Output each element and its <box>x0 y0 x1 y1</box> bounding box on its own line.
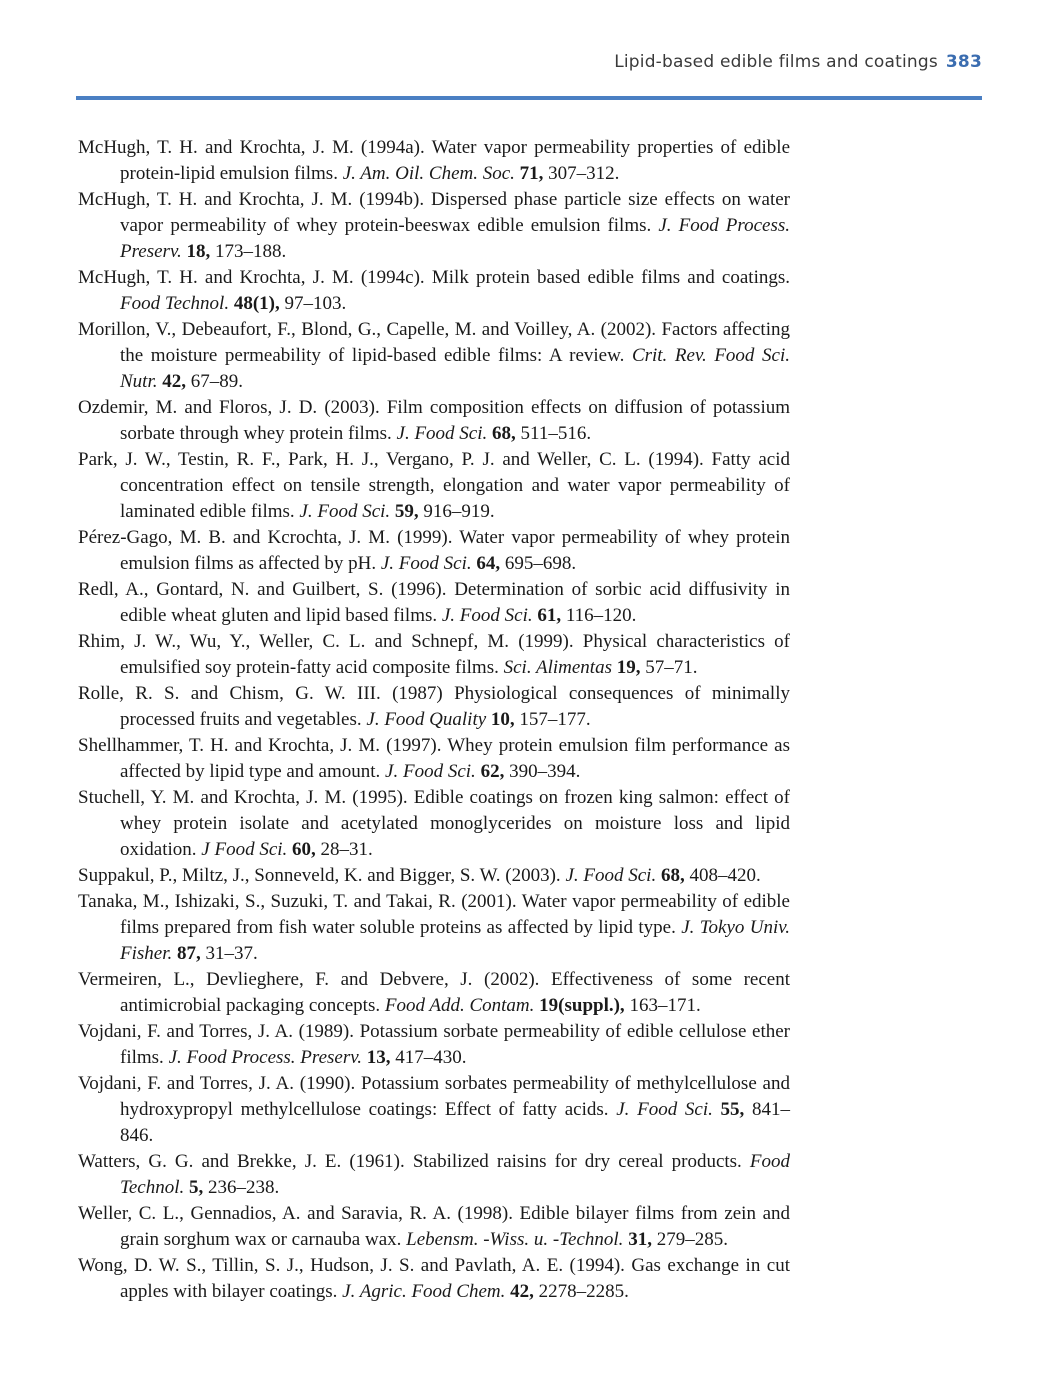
volume-number: 13, <box>362 1047 391 1068</box>
reference-text: Weller, C. L., Gennadios, A. and Saravia, R. A. (1998). Edible bilayer films from zein and grain sorghum wax or carnauba wax. <box>78 1203 790 1250</box>
volume-number: 55, <box>712 1099 745 1120</box>
reference-text: McHugh, T. H. and Krochta, J. M. (1994c). Milk protein based edible films and coatings. <box>78 267 790 288</box>
reference-entry <box>78 265 790 317</box>
journal-name: Crit. Rev. Food Sci. Nutr. <box>120 345 790 392</box>
reference-entry <box>78 187 790 265</box>
page-range: 67–89. <box>186 371 243 392</box>
journal-name: Food Technol. <box>120 293 230 314</box>
reference-entry <box>78 577 790 629</box>
journal-name: J. Food Sci. <box>565 865 657 886</box>
page-range: 511–516. <box>515 423 592 444</box>
reference-entry <box>78 889 790 967</box>
reference-text: Park, J. W., Testin, R. F., Park, H. J., Vergano, P. J. and Weller, C. L. (1994). Fatty acid concentration effect on tensile strength, elongation and water vapor permeability of laminated edible films. <box>78 449 790 522</box>
reference-text: Pérez-Gago, M. B. and Kcrochta, J. M. (1999). Water vapor permeability of whey protein emulsion films as affected by pH. <box>78 527 790 574</box>
page-range: 236–238. <box>203 1177 280 1198</box>
page-number: 383 <box>945 52 982 72</box>
journal-name: Food Technol. <box>120 1151 790 1198</box>
reference-text: Wong, D. W. S., Tillin, S. J., Hudson, J. S. and Pavlath, A. E. (1994). Gas exchange in cut apples with bilayer coatings. <box>78 1255 790 1302</box>
volume-number: 87, <box>172 943 201 964</box>
volume-number: 19(suppl.), <box>534 995 625 1016</box>
volume-number: 64, <box>471 553 501 574</box>
volume-number: 31, <box>623 1229 652 1250</box>
page-range: 173–188. <box>210 241 287 262</box>
reference-text: Morillon, V., Debeaufort, F., Blond, G., Capelle, M. and Voilley, A. (2002). Factors affecting the moisture permeability of lipid-based edible films: A review. <box>78 319 790 366</box>
page-range: 2278–2285. <box>533 1281 629 1302</box>
reference-entry <box>78 447 790 525</box>
volume-number: 19, <box>611 657 641 678</box>
journal-name: J. Tokyo Univ. Fisher. <box>120 917 790 964</box>
page-range: 417–430. <box>390 1047 467 1068</box>
volume-number: 71, <box>514 163 544 184</box>
reference-entry <box>78 681 790 733</box>
page-range: 97–103. <box>279 293 347 314</box>
journal-name: J Food Sci. <box>201 839 288 860</box>
volume-number: 68, <box>656 865 685 886</box>
reference-text: Vojdani, F. and Torres, J. A. (1989). Potassium sorbate permeability of edible cellulose ether films. <box>78 1021 790 1068</box>
reference-text: Suppakul, P., Miltz, J., Sonneveld, K. and Bigger, S. W. (2003). <box>78 865 566 886</box>
reference-entry <box>78 1149 790 1201</box>
page-range: 57–71. <box>640 657 698 678</box>
journal-name: J. Agric. Food Chem. <box>342 1281 506 1302</box>
page-range: 390–394. <box>504 761 581 782</box>
reference-text: Vermeiren, L., Devlieghere, F. and Debvere, J. (2002). Effectiveness of some recent antimicrobial packaging concepts. <box>78 969 790 1016</box>
journal-name: J. Food Sci. <box>616 1099 713 1120</box>
page-range: 916–919. <box>418 501 495 522</box>
reference-entry <box>78 1201 790 1253</box>
page-range: 279–285. <box>651 1229 728 1250</box>
running-header <box>78 52 982 88</box>
reference-text: Redl, A., Gontard, N. and Guilbert, S. (1996). Determination of sorbic acid diffusivity in edible wheat gluten and lipid based films. <box>78 579 790 626</box>
volume-number: 42, <box>505 1281 534 1302</box>
reference-text: Shellhammer, T. H. and Krochta, J. M. (1997). Whey protein emulsion film performance as affected by lipid type and amount. <box>78 735 790 782</box>
volume-number: 68, <box>487 423 516 444</box>
volume-number: 60, <box>287 839 316 860</box>
reference-entry <box>78 785 790 863</box>
page-range: 28–31. <box>315 839 373 860</box>
page-range: 163–171. <box>624 995 701 1016</box>
journal-name: Food Add. Contam. <box>384 995 535 1016</box>
reference-entry <box>78 629 790 681</box>
volume-number: 59, <box>390 501 419 522</box>
page-range: 31–37. <box>200 943 258 964</box>
reference-text: McHugh, T. H. and Krochta, J. M. (1994a). Water vapor permeability properties of edible protein-lipid emulsion films. <box>78 137 790 184</box>
reference-text: Rolle, R. S. and Chism, G. W. III. (1987) Physiological consequences of minimally processed fruits and vegetables. <box>78 683 790 730</box>
volume-number: 42, <box>157 371 186 392</box>
volume-number: 5, <box>184 1177 204 1198</box>
journal-name: J. Food Sci. <box>441 605 533 626</box>
page-range: 408–420. <box>684 865 761 886</box>
reference-entry <box>78 733 790 785</box>
volume-number: 62, <box>475 761 505 782</box>
journal-name: J. Food Sci. <box>385 761 476 782</box>
journal-name: Sci. Alimentas <box>503 657 612 678</box>
reference-entry <box>78 967 790 1019</box>
reference-text: McHugh, T. H. and Krochta, J. M. (1994b). Dispersed phase particle size effects on water vapor permeability of whey protein-beeswax edible emulsion films. <box>78 189 790 236</box>
page-range: 157–177. <box>514 709 591 730</box>
journal-name: J. Food Sci. <box>396 423 488 444</box>
reference-entry <box>78 525 790 577</box>
journal-name: J. Food Sci. <box>299 501 391 522</box>
volume-number: 48(1), <box>229 293 280 314</box>
header-rule <box>76 96 982 100</box>
volume-number: 61, <box>532 605 562 626</box>
page-range: 695–698. <box>500 553 577 574</box>
journal-name: J. Food Quality <box>366 709 487 730</box>
reference-entry <box>78 1071 790 1149</box>
reference-list <box>78 135 790 1305</box>
reference-entry <box>78 135 790 187</box>
reference-entry <box>78 863 790 889</box>
journal-name: J. Food Process. Preserv. <box>120 215 790 262</box>
page-range: 307–312. <box>543 163 620 184</box>
page-range: 116–120. <box>561 605 637 626</box>
reference-text: Rhim, J. W., Wu, Y., Weller, C. L. and Schnepf, M. (1999). Physical characteristics of emulsified soy protein-fatty acid composite films. <box>78 631 790 678</box>
reference-text: Stuchell, Y. M. and Krochta, J. M. (1995). Edible coatings on frozen king salmon: effect of whey protein isolate and acetylated monoglycerides on moisture loss and lipid oxidation. <box>78 787 790 860</box>
volume-number: 10, <box>486 709 515 730</box>
journal-name: J. Am. Oil. Chem. Soc. <box>342 163 515 184</box>
reference-entry <box>78 395 790 447</box>
reference-text: Tanaka, M., Ishizaki, S., Suzuki, T. and Takai, R. (2001). Water vapor permeability of edible films prepared from fish water soluble proteins as affected by lipid type. <box>78 891 790 938</box>
page-range: 841–846. <box>120 1099 791 1146</box>
journal-name: Lebensm. -Wiss. u. -Technol. <box>406 1229 624 1250</box>
journal-name: J. Food Sci. <box>380 553 472 574</box>
reference-entry <box>78 317 790 395</box>
reference-entry <box>78 1253 790 1305</box>
reference-entry <box>78 1019 790 1071</box>
volume-number: 18, <box>181 241 211 262</box>
reference-text: Watters, G. G. and Brekke, J. E. (1961). Stabilized raisins for dry cereal products. <box>78 1151 750 1172</box>
header-title: Lipid-based edible films and coatings <box>614 52 938 72</box>
reference-text: Ozdemir, M. and Floros, J. D. (2003). Film composition effects on diffusion of potassium sorbate through whey protein films. <box>78 397 790 444</box>
journal-name: J. Food Process. Preserv. <box>168 1047 363 1068</box>
reference-text: Vojdani, F. and Torres, J. A. (1990). Potassium sorbates permeability of methylcellulose and hydroxypropyl methylcellulose coatings: Effect of fatty acids. <box>78 1073 790 1120</box>
